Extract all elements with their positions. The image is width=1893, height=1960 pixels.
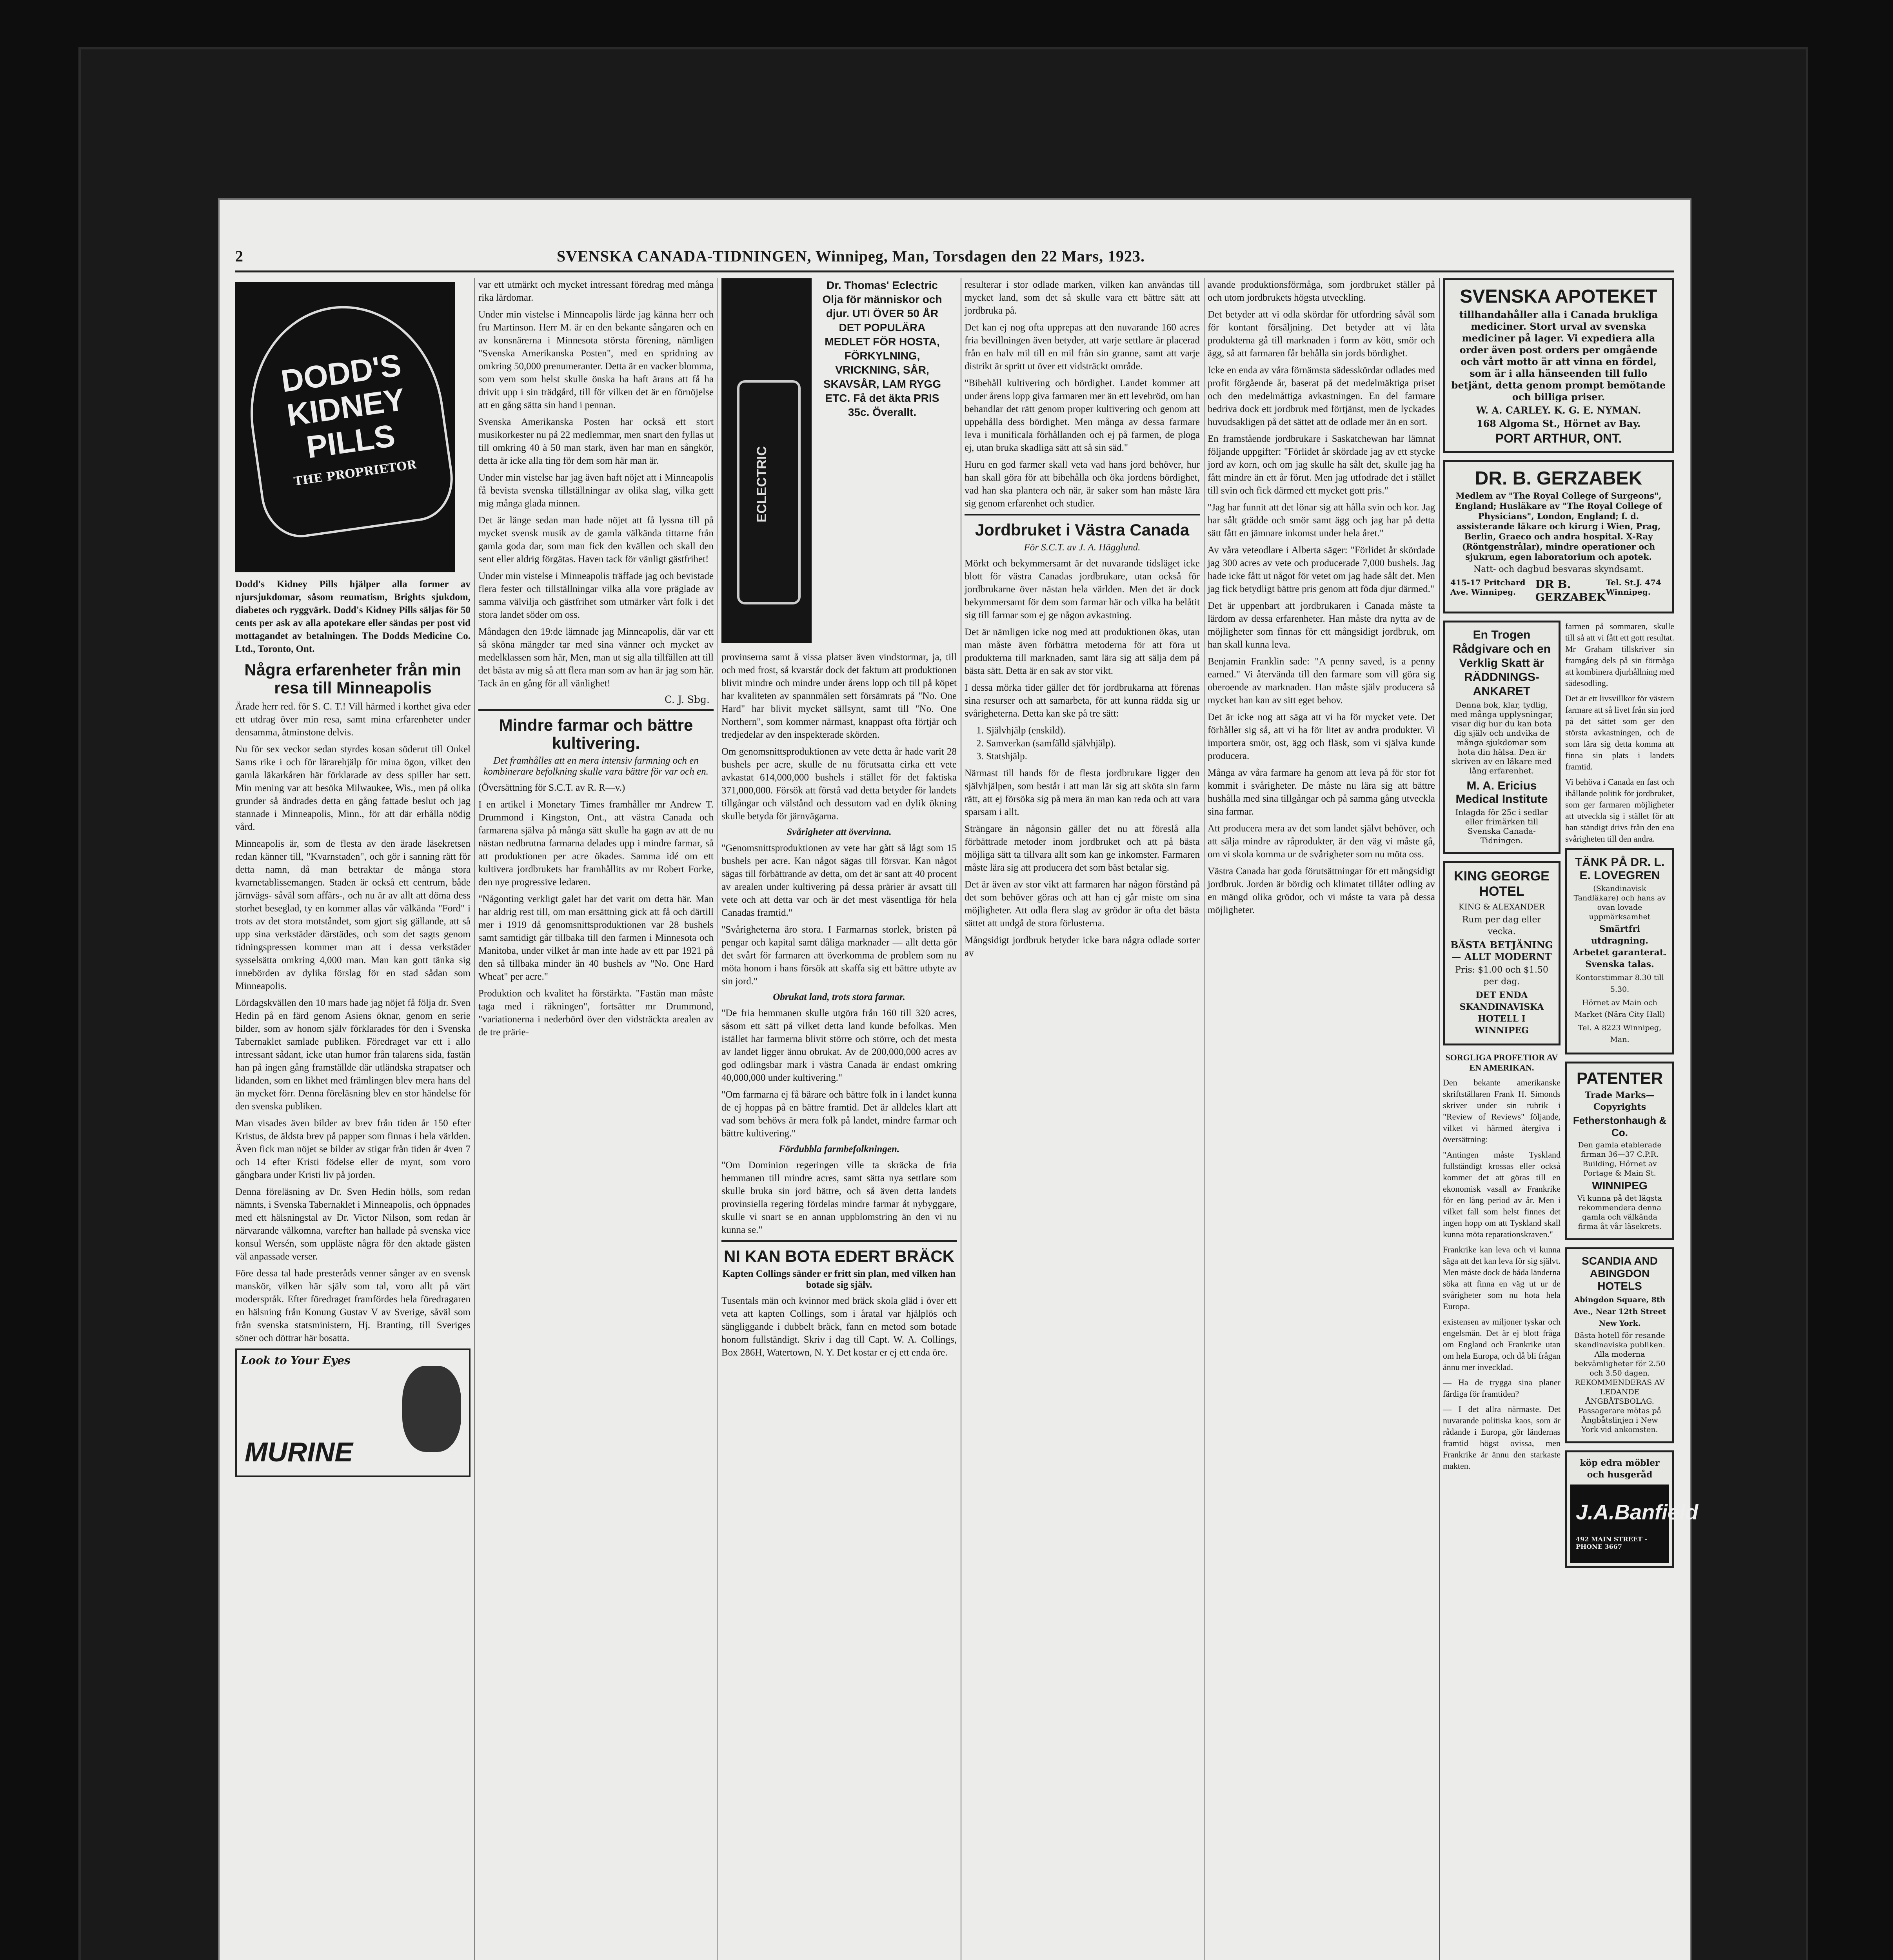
paragraph: Produktion och kvalitet ha förstärkta. "Fastän man måste taga med i räkningen", fortsätter mr Drummond, "variationerna i nederbörd över den vidsträckta arealen av de tre prärie- <box>478 988 714 1038</box>
dodds-brand: DODD'S KIDNEY PILLS <box>279 347 407 465</box>
paragraph: Tusentals män och kvinnor med bräck skola gläd i över ett veta att kapten Collings, som i åratal var hjälplös och sängliggande i dubbelt bräck, fann en metod som botade honom fullständigt. Skriv i dag till Capt. W. A. Collings, Box 286H, Watertown, N. Y. Det kostar er ej ett enda öre. <box>721 1296 957 1358</box>
paragraph: Den bekante amerikanske skriftställaren Frank H. Simonds skriver under sin rubrik i "Review of Reviews" följande, vilket vi härmed återgiva i översättning: <box>1443 1078 1561 1144</box>
paragraph: "Bibehåll kultivering och bördighet. Landet kommer att under årens lopp giva farmaren mer än ett levebröd, om han behandlar det rätt genom proper kultivering och genom att uppehålla dess bördighet. Men många av dessa farmare leva i munificala förhållanden och ej på farmen, de ploga ej, utan bruka skadliga sätt att så sin säd." <box>965 378 1200 453</box>
paragraph: "Svårigheterna äro stora. I Farmarnas storlek, bristen på pengar och kapital samt dåliga marknader — allt detta gör det svårt för farmaren att överkomma de problem som nu möta honom i hans försök att skaffa sig ett bättre utbyte av sin jord." <box>721 924 957 987</box>
paragraph: "Om Dominion regeringen ville ta skräcka de fria hemmanen till mindre acres, samt sätta nya settlare som skulle bruka sin jord bättre, och så även detta landets provinsiella regering fördelas mindre farmar åt nybyggare, skulle vi snart se en annan uppblomstring än den vi nu kunna se." <box>721 1160 957 1235</box>
signature: C. J. Sbg. <box>664 694 710 705</box>
ad-name: DR B. GERZABEK <box>1535 578 1606 604</box>
paragraph: Lördagskvällen den 10 mars hade jag nöjet få följa dr. Sven Hedin på en färd genom Asiens öknar, genom en serie bilder, som av honom själv förklarades för den i Svenska Tabernaklet samlade publiken. Föredraget var ett i allo intressant sådant, icke utan humor från talarens sida, fastän han på ingen gång framställde där utländska strapatser och lidanden, som en likhet med främlingen blev mera hans del än mycket förr. Denna föreläsning blev en stor händelse för den svenska publiken. <box>235 998 471 1112</box>
ad-title: PATENTER <box>1576 1069 1663 1087</box>
paragraph: "Genomsnittsproduktionen av vete har gått så lågt som 15 bushels per acre. Kan något sägas till försvar. Kan något sägas till förbättrande av detta, om det är sant att 40 procent av arealen under kultivering på dessa prärier är avsatt till vete och att detta var och är det mest väsentliga för hela Canadas framtid." <box>721 843 957 918</box>
eclectric-ad-text: Dr. Thomas' Eclectric Olja för människor och djur. UTI ÖVER 50 ÅR DET POPULÄRA MEDLET FÖR HOSTA, FÖRKYLNING, VRICKNING, SÅR, SKAVSÅR, LAM RYGG ETC. Få det äkta PRIS 35c. Överallt. <box>822 279 942 418</box>
ad-address: KING & ALEXANDER <box>1458 902 1545 911</box>
ad-title: KING GEORGE HOTEL <box>1454 869 1550 899</box>
article-headline: Mindre farmar och bättre kultivering. <box>499 716 693 752</box>
dr-lovegren-ad <box>1565 848 1674 1054</box>
byline: För S.C.T. av J. A. Hägglund. <box>1024 542 1141 553</box>
ad-text: Medlem av "The Royal College of Surgeons", England; Husläkare av "The Royal College of Physicians", London, England; f. d. assisterande läkare och kirurg i Wien, Prag, Berlin, Graeco och andra hospital. X-Ray (Röntgenstrålar), mindre operationer och sjukrum, egen laboratorium och apotek. <box>1455 491 1662 562</box>
ad-title: En Trogen Rådgivare och en Verklig Skatt är RÄDDNINGS-ANKARET <box>1452 628 1551 698</box>
paragraph: Strängare än någonsin gäller det nu att föreslå alla förbättrade metoder inom jordbruket och att på bästa möjliga sätt ta tillvara allt som kan ge inkomster. Farmaren måste lära sig att producera det som bäst betalar sig. <box>965 824 1200 873</box>
section-heading: SORGLIGA PROFETIOR AV EN AMERIKAN. <box>1445 1053 1558 1073</box>
dodds-kidney-pills-ad <box>235 282 455 572</box>
article-subheadline: Kapten Collings sänder er fritt sin plan, med vilken han botade sig själv. <box>722 1269 956 1290</box>
dodds-label-image <box>236 294 459 543</box>
paragraph: Det är uppenbart att jordbrukaren i Canada måste ta lärdom av dessa erfarenheter. Han måste dra nytta av de möjligheter som finnas för ett mångsidigt jordbruk, om han skall kunna leva. <box>1208 601 1435 650</box>
ad-title: SCANDIA AND ABINGDON HOTELS <box>1582 1255 1658 1292</box>
ad-text: Den gamla etablerade firman 36—37 C.P.R. Building, Hörnet av Portage & Main St. <box>1578 1141 1662 1178</box>
paragraph: Minneapolis är, som de flesta av den ärade läsekretsen redan känner till, "Kvarnstaden", och gör i sanning rätt för detta namn, då man betraktar de många stora kvarnetablissemangen. Staden är också ett centrum, både järnvägs- såväl som affärs-, och nu är av allt att döma dess storhet beseglad, ty en kommer allas vår välkända "Ford" i trots av det stora motståndet, som gjort sig gällande, att så upp sina verkstäder därstädes, och som det sagts genom tidningspressen kommer man att i dessa verkstäder sysselsätta omkring 4,000 man. Man kan gott tänka sig innebörden av dylika förslag för en stad sådan som Minneapolis. <box>235 838 471 991</box>
ad-sub: Trade Marks—Copyrights <box>1585 1090 1655 1112</box>
ad-text: BÄSTA BETJÄNING — ALLT MODERNT <box>1450 939 1553 962</box>
paragraph: Frankrike kan leva och vi kunna säga att det kan leva för sig självt. Men måste dock de båda länderna söka att finna en väg ut ur de svårigheter som nu hota hela Europa. <box>1443 1245 1561 1311</box>
paragraph: Det är ett livsvillkor för västern farmare att så livet från sin jord på det sättet som ger den största avkastningen, och de som lära sig detta komma att finna sin plats i landets framtid. <box>1565 693 1674 771</box>
patenter-ad <box>1565 1062 1674 1240</box>
paragraph: — Ha de trygga sina planer färdiga för framtiden? <box>1443 1377 1561 1399</box>
murine-brand: MURINE <box>245 1437 353 1467</box>
paragraph: resulterar i stor odlade marken, vilken kan användas till mycket land, som det så skulle vara ett bättre sätt att jordbruka på. <box>965 279 1200 316</box>
paragraph: farmen på sommaren, skulle till så att vi fått ett gott resultat. Mr Graham tillskriver sin framgång dels på sin förmåga att kombinera djurhållning med sädesodling. <box>1565 621 1674 688</box>
ad-address: Hörnet av Main och Market (Nära City Hall) <box>1574 998 1665 1019</box>
paragraph: I dessa mörka tider gäller det för jordbrukarna att förenas sina resurser och att samarbeta, för att kunna rädda sig ur svårigheterna. Detta kan ske på tre sätt: <box>965 682 1200 719</box>
column-5 <box>1208 278 1435 1960</box>
paragraph: Västra Canada har goda förutsättningar för ett mångsidigt jordbruk. Jorden är bördig och klimatet tillåter odling av en mängd olika grödor, och vi måste ta vara på dessa möjligheter. <box>1208 866 1435 915</box>
paragraph: (Översättning för S.C.T. av R. R—v.) <box>478 782 625 793</box>
murine-face-image <box>402 1366 461 1452</box>
ad-text: DET ENDA SKANDINAVISKA HOTELL I WINNIPEG <box>1459 990 1544 1036</box>
column-6 <box>1443 278 1699 1960</box>
ad-text: tillhandahåller alla i Canada brukliga mediciner. Stort urval av svenska mediciner på lager. Vi expediera alla order även post orders per omgående och vårt motto är att vinna en fördel, som är i alla hänseenden till fullo betjänt, detta genom prompt bemötande och billiga priser. <box>1451 309 1666 403</box>
paragraph: existensen av miljoner tyskar och engelsmän. Det är ej blott fråga om England och Frankrike utan om hela Europa, och då bli frågan ännu mer invecklad. <box>1443 1317 1561 1372</box>
ad-company: M. A. Ericius Medical Institute <box>1455 779 1548 806</box>
paragraph: "Om farmarna ej få bärare och bättre folk in i landet kunna de ej hoppas på en bättre framtid. Det är alldeles klart att vad som behövs är mera folk på landet, mindre farmar och bättre kultivering." <box>721 1089 957 1139</box>
column-2 <box>478 278 714 1960</box>
ad-city: PORT ARTHUR, ONT. <box>1495 431 1622 445</box>
ad-address: 415-17 Pritchard Ave. Winnipeg. <box>1450 578 1526 597</box>
article-headline: Några erfarenheter från min resa till Minneapolis <box>244 661 461 697</box>
paragraph: Man visades även bilder av brev från tiden år 150 efter Kristus, de äldsta brev på papper som finnas i hela världen. Även fick man nöjet se bilder av stigar från tiden år 4ven 7 och 14 efter Kristi födelse eller de mynt, som voro gångbara under Kristi liv på jorden. <box>235 1118 471 1180</box>
paragraph: Denna föreläsning av Dr. Sven Hedin hölls, som redan nämnts, i Svenska Tabernaklet i Minneapolis, och öppnades med ett hälsningstal av Dr. Victor Nilson, som redan är närvarande välkomna, varefter han hallade på svenska vice konsul Wersén, som uppläste några för den aktade gästen väl anpassade verser. <box>235 1187 471 1262</box>
paragraph: Det kan ej nog ofta upprepas att den nuvarande 160 acres fria bevillningen även betyder, att varje settlare är placerad från en halv mil till en mil från sin granne, samt att varje distrikt är spritt ut över ett vidsträckt område. <box>965 322 1200 372</box>
page-number: 2 <box>235 247 243 265</box>
svenska-apoteket-ad <box>1443 278 1674 453</box>
banfield-logo <box>1570 1485 1699 1563</box>
ad-note: Vi kunna på det lägsta rekommendera denna gamla och välkända firma åt vår läsekrets. <box>1577 1194 1662 1231</box>
section-heading: Obrukat land, trots stora farmar. <box>773 992 905 1002</box>
newspaper-page <box>220 200 1699 1960</box>
paragraph: Under min vistelse i Minneapolis träffade jag och bevistade flera fester och tillställningar vilka alla vore präglade av samma välvilja och gästfrihet som utmärker vårt folk i det stora landet söder om oss. <box>478 571 714 620</box>
paragraph: provinserna samt å vissa platser även vindstormar, ja, till och med frost, så kvarstår dock det faktum att produktionen blivit mindre och mindre under årens lopp och till på köpet har kvaliteten av spannmålen sett försämrats på "No. One Hard" har blivit mycket sällsynt, samt till "No. One Northern", som kommer närmast, knappast ofta förtjär och tredjedelar av den inspekterade skörden. <box>721 652 957 740</box>
ad-text: Smärtfri utdragning. Arbetet garanterat. Svenska talas. <box>1573 924 1667 969</box>
eclectric-bottle-image <box>721 278 812 643</box>
raddnings-ankaret-ad <box>1443 621 1561 854</box>
ad-heading: köp edra möbler och husgeråd <box>1580 1458 1660 1480</box>
column-rule <box>1439 278 1440 1960</box>
ad-sub: (Skandinavisk Tandläkare) och hans av ovan lovade uppmärksamhet <box>1573 884 1666 921</box>
paragraph: Svenska Amerikanska Posten har också ett stort musikorkester nu på 22 medlemmar, men snart den fyllas ut till omkring 40 à 50 man stark, även har man en sångkör, detta är icke alla ting för dem som här man är. <box>478 417 714 466</box>
paragraph: Det betyder att vi odla skördar för utfordring såväl som för kontant försäljning. Det betyder att vi låta produkterna gå till marknaden i form av kött, smör och ägg, så att farmaren får behålla sin jords bördighet. <box>1208 309 1435 359</box>
column-1 <box>235 278 471 1960</box>
list-item: 3. Statshjälp. <box>976 751 1027 762</box>
dodds-text: Dodd's Kidney Pills hjälper alla former av njursjukdomar, såsom reumatism, Brights sjukdom, diabetes och ryggvärk. Dodd's Kidney Pills säljas för 50 cents per ask av alla apotekare eller sändas per post vid mottagandet av betalningen. The Dodds Medicine Co. Ltd., Toronto, Ont. <box>235 579 471 654</box>
paragraph: Mångsidigt jordbruk betyder icke bara några odlade sorter av <box>965 935 1200 958</box>
ad-text: Bästa hotell för resande skandinaviska publiken. Alla moderna bekvämligheter för 2.50 och 3.50 dagen. REKOMMENDERAS AV LEDANDE ÅNGBÅTSBOLAG. Passagerare mötas på Ångbåtslinjen i New York vid ankomsten. <box>1574 1331 1666 1434</box>
column-3 <box>721 278 957 1960</box>
ad-phone: Tel. St.J. 474 Winnipeg. <box>1606 578 1661 597</box>
paragraph: "Någonting verkligt galet har det varit om detta här. Man har aldrig rest till, om man ersättning gick att få och därtill mer i 1919 då genomsnittsproduktionen var 28 bushels samt samtidigt går tillbaka till den farmen i Minnesota och Manitoba, under vilket år man inte hade av ett par 1921 på den så tillbaka minder än 40 bushels av "No. One Hard Wheat" per acre." <box>478 894 714 982</box>
dr-gerzabek-ad <box>1443 460 1674 613</box>
paragraph: var ett utmärkt och mycket intressant föredrag med många rika lärdomar. <box>478 279 714 303</box>
paragraph: Före dessa tal hade presteråds venner sånger av en svensk manskör, vilken här själv som tal, voro allt på värt moderspråk. Efter föredraget framfördes hela föredragaren en hälsning från Konung Gustav V av Sverige, såväl som från svenska statsministern, Hj. Branting, till Sveriges söner och döttrar här bosatta. <box>235 1268 471 1343</box>
paragraph: Det är även av stor vikt att farmaren har någon förstånd på det som behöver göras och att han ej går miste om sina möjligheter. Att odla flera slag av grödor är ofta det bästa sättet att undgå de stora förlusterna. <box>965 879 1200 929</box>
paragraph: En framstående jordbrukare i Saskatchewan har lämnat följande uppgifter: "Förlidet år skördade jag av ett stycke jord av korn, och om jag skulle ha sålt det, skulle jag ha fått mindre än ett år förut. Men jag utfodrade det i stället till svin och fick därmed ett mycket gott pris." <box>1208 434 1435 496</box>
paragraph: Närmast till hands för de flesta jordbrukare ligger den självhjälpen, som består i att man lär sig att sköta sin farm rätt, att ej försöka sig på mera än man kan reda och att vara sparsam i allt. <box>965 768 1200 817</box>
murine-heading: Look to Your Eyes <box>241 1354 351 1367</box>
paragraph: Det är länge sedan man hade nöjet att få lyssna till på mycket svensk musik av de gamla välkända tittarne från gamla goda dar, som man fick den kvällen och skall den sent eller aldrig förgätas. Haven tack för vänligt gästfrihet! <box>478 515 714 564</box>
paragraph: "Antingen måste Tyskland fullständigt krossas eller också kommer det att göras till en ekonomisk vasall av Frankrike för en lång period av år. Men i vilket fall som helst finnes det ingen hopp om att Tyskland skall kunna möta reparationskraven." <box>1443 1150 1561 1239</box>
ad-city: WINNIPEG <box>1592 1180 1648 1192</box>
masthead-title: SVENSKA CANADA-TIDNINGEN, Winnipeg, Man, Torsdagen den 22 Mars, 1923. <box>557 247 1145 265</box>
paragraph: Huru en god farmer skall veta vad hans jord behöver, hur han skall göra för att bibehålla och öka jordens bördighet, vad han ska plantera och när, är saker som han måste lära sig genom erfarenhet och studier. <box>965 459 1200 509</box>
paragraph: Nu för sex veckor sedan styrdes kosan söderut till Onkel Sams rike i och för lärarehjälp för mina ögon, vilket den gamla läkarkåren här förklarade av dess spiller har sett. Min mening var att besöka Milwaukee, Wis., men på olika grunder så ändrades detta en gång fattade beslut och jag stannade i Minneapolis, Minn., för att där erhålla nödig vård. <box>235 744 471 832</box>
ad-note: Inlagda för 25c i sedlar eller frimärken till Svenska Canada-Tidningen. <box>1455 808 1548 845</box>
ad-title: TÄNK PÅ DR. L. E. LOVEGREN <box>1575 856 1665 882</box>
ad-hours: Kontorstimmar 8.30 till 5.30. <box>1575 973 1664 994</box>
dr-thomas-eclectric-oil-ad <box>721 278 949 643</box>
paragraph: "Jag har funnit att det lönar sig att hålla svin och kor. Jag har sålt grädde och smör samt ägg och jag har på detta sätt fått en jämnare inkomst under hela året." <box>1208 502 1435 539</box>
column-rule <box>474 278 475 1960</box>
masthead <box>235 247 1674 272</box>
ad-price: Pris: $1.00 och $1.50 per dag. <box>1455 965 1548 987</box>
ad-text: Rum per dag eller vecka. <box>1462 915 1542 936</box>
ad-address: 168 Algoma St., Hörnet av Bay. <box>1476 418 1641 429</box>
paragraph: Mörkt och bekymmersamt är det nuvarande tidsläget icke blott för västra Canadas jordbrukare, utan också för jordbrukarne över nästan hela världen. Men det är dock bekymmersamt för dem som farmar här och vilka ha belåtit sig till farmar som ej ge någon avkastning. <box>965 558 1200 621</box>
paragraph: Vi behöva i Canada en fast och ihållande politik för jordbruket, som ger farmaren möjligheter att utveckla sig i stället för att han ständigt drivs från den ena svårigheten till den andra. <box>1565 777 1674 844</box>
paragraph: Många av våra farmare ha genom att leva på för stor fot kommit i svårigheter. De måste nu lära sig att bättre hushålla med sina tillgångar och på samma gång utveckla sina farmar. <box>1208 768 1435 817</box>
paragraph: Icke en enda av våra förnämsta sädesskördar odlades med profit förgående år, baserat på det medelmäktiga priset och den medelmåttiga avkastningen. En del farmare bedriva dock ett jordbruk med förtjänst, men de lyckades huvudsakligen på det sättet att de odlade mer än en sort. <box>1208 365 1435 427</box>
ad-title: DR. B. GERZABEK <box>1475 468 1642 489</box>
paragraph: Benjamin Franklin sade: "A penny saved, is a penny earned." Vi återvända till den farmare som vill göra sig oberoende av marknaden. Han måste själv producera så mycket han kan av sitt eget behov. <box>1208 656 1435 706</box>
dodds-sub: THE PROPRIETOR <box>293 457 418 488</box>
ad-title: SVENSKA APOTEKET <box>1460 286 1657 307</box>
paragraph: Det är nämligen icke nog med att produktionen ökas, utan man måste även förbättra metoderna för att föra ut produkterna till marknaden, samt lära sig att sälja dem på bästa sätt. Detta är en sak av stor vikt. <box>965 627 1200 676</box>
column-4 <box>965 278 1200 1960</box>
section-heading: Fördubbla farmbefolkningen. <box>778 1144 900 1154</box>
banfield-name: J.A.Banfield <box>1576 1501 1699 1524</box>
paragraph: — I det allra närmaste. Det nuvarande politiska kaos, som är rådande i Europa, gör ländernas framtid högst ovissa, men Frankrike är ännu den starkaste makten. <box>1443 1404 1561 1471</box>
paragraph: Att producera mera av det som landet självt behöver, och att sälja mindre av råprodukter, är den väg vi måste gå, om vi skola komma ur de svårigheter som nu möta oss. <box>1208 823 1435 860</box>
ad-names: W. A. CARLEY. K. G. E. NYMAN. <box>1476 405 1641 416</box>
murine-ad <box>235 1348 471 1477</box>
paragraph: I en artikel i Monetary Times framhåller mr Andrew T. Drummond i Kingston, Ont., att västra Canada och farmarena själva på många sätt skulle ha gagn av att de nu nästan nedbrutna farmarna delades upp i mindre farmar, så att produktionen per acre ökades. Samma idé om ett kultivera jordbrukets har framhållits av mr Robert Forke, den nye progressive ledaren. <box>478 799 714 887</box>
paragraph: Ärade herr red. för S. C. T.! Vill härmed i korthet giva eder ett utdrag över min resa, samt mina erfarenheter under densamma, åtminstone delvis. <box>235 701 471 738</box>
paragraph: Måndagen den 19:de lämnade jag Minneapolis, där var ett så sköna mängder tar med sina vänner och mycket av medelklassen som här, Men, man ut sig alla tillfällen att till det bästa av mig så att flera man som av han är jag som här. Tack än en gång för all vänlighet! <box>478 626 714 689</box>
ad-address: Abingdon Square, 8th Ave., Near 12th Street New York. <box>1573 1296 1666 1328</box>
king-george-hotel-ad <box>1443 861 1561 1045</box>
paragraph: "De fria hemmanen skulle utgöra från 160 till 320 acres, såsom ett sätt på vilket detta land kunde befolkas. Men istället har farmerna blivit större och större, och det mesta av landet ligger ännu obrukat. Av de 200,000,000 acres av god odlingsbar mark i västra Canada är endast omkring 40,000,000 under kultivering." <box>721 1008 957 1083</box>
ad-phone: Tel. A 8223 Winnipeg, Man. <box>1578 1024 1662 1044</box>
paragraph: Det är icke nog att säga att vi ha för mycket vete. Det förhåller sig så, att vi ha för litet av andra produkter. Vi importera smör, ost, ägg och fläsk, som vi själva kunde producera. <box>1208 712 1435 761</box>
section-heading: Svårigheter att övervinna. <box>787 827 892 837</box>
article-headline: NI KAN BOTA EDERT BRÄCK <box>724 1247 954 1265</box>
ad-company: Fetherstonhaugh & Co. <box>1573 1114 1667 1138</box>
ad-text: Denna bok, klar, tydlig, med många upplysningar, visar dig hur du kan bota dig själv och undvika de många sjukdomar som hota din hälsa. Den är skriven av en läkare med lång erfarenhet. <box>1450 700 1553 775</box>
paragraph: Under min vistelse i Minneapolis lärde jag känna herr och fru Martinson. Herr M. är en den bekante sångaren och en av konsnärerna i Minnesota största förening, nämligen "Svenska Amerikanska Posten", med en spridning av omkring 50,000 prenumeranter. Detta är en vacker blomma, som vem som helst skulle önska ha haft ärans att få ha drivit upp i sin trädgård, till för vilken det är en förnöjelse att en gång sätta sin hand i pennan. <box>478 309 714 410</box>
ad-hours: Natt- och dagbud besvaras skyndsamt. <box>1473 564 1644 574</box>
banfield-ad <box>1565 1450 1699 1568</box>
paragraph: Under min vistelse har jag även haft nöjet att i Minneapolis få bevista svenska tillställningar av olika slag, vilka gett mig många glada minnen. <box>478 472 714 509</box>
paragraph: Om genomsnittsproduktionen av vete detta år hade varit 28 bushels per acre, skulle de nu förutsatta cirka ett vete avkastat 614,000,000 bushels i stället för det faktiska 371,000,000. Försök att förstå vad detta betyder för landets tillgångar och välstånd och dessutom vad en dylik ökning skulle betyda för järnvägarna. <box>721 746 957 822</box>
article-subheadline: Det framhålles att en mera intensiv farmning och en kombinerare befolkning skulle vara bättre för var och en. <box>483 755 709 777</box>
banfield-address: 492 MAIN STREET - PHONE 3667 <box>1576 1535 1648 1550</box>
list-item: 1. Självhjälp (enskild). <box>976 725 1066 736</box>
list-item: 2. Samverkan (samfälld självhjälp). <box>976 738 1116 749</box>
article-headline: Jordbruket i Västra Canada <box>975 521 1190 539</box>
paragraph: avande produktionsförmåga, som jordbruket ställer på och utom jordbrukets högsta utveckling. <box>1208 279 1435 303</box>
scandia-abingdon-hotels-ad <box>1565 1247 1674 1443</box>
eclectric-bottle-label: ECLECTRIC <box>754 446 769 523</box>
paragraph: Av våra veteodlare i Alberta säger: "Förlidet år skördade jag 300 acres av vete och producerade 7,000 bushels. Jag hade icke fått ut något för vetet om jag hade sålt det. Men jag fick betydligt bättre pris genom att föda djur därmed." <box>1208 545 1435 594</box>
